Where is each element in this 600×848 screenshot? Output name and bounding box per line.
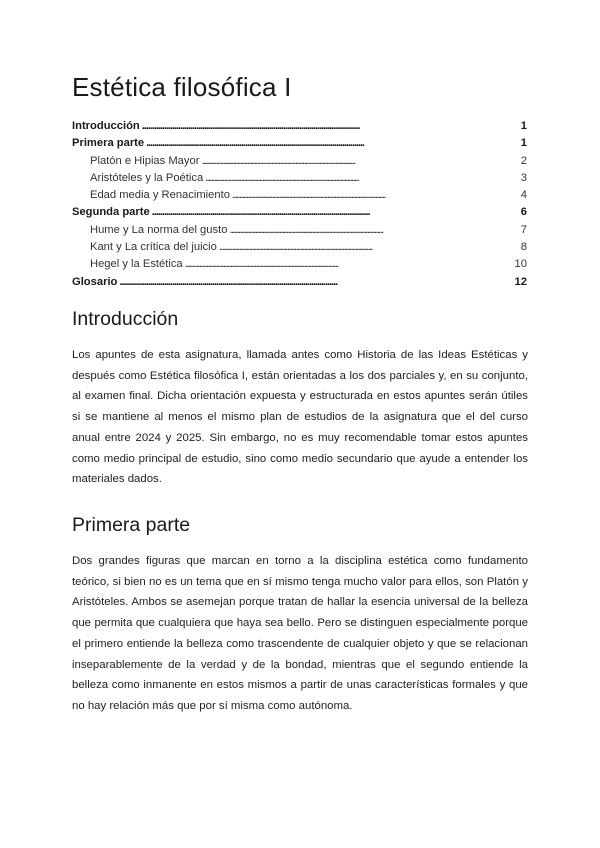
toc-entry-label: Glosario [72, 275, 118, 288]
toc-entry[interactable] [72, 241, 527, 258]
toc-entry-label: Segunda parte [72, 206, 150, 219]
toc-entry[interactable] [72, 120, 527, 137]
toc-entry-page: 8 [520, 241, 527, 254]
toc-entry-label: Kant y La crítica del juicio [90, 241, 217, 254]
toc-entry-label: Edad media y Renacimiento [90, 189, 230, 202]
toc-entry-label: Hegel y la Estética [90, 258, 183, 271]
toc-entry-page: 2 [520, 154, 527, 167]
toc-leader-dots [201, 155, 515, 167]
toc-leader-dots [119, 276, 512, 288]
section-heading-primera-parte: Primera parte [72, 514, 191, 536]
toc-entry-label: Platón e Hipias Mayor [90, 154, 200, 167]
toc-leader-dots [152, 206, 515, 218]
toc-entry[interactable] [72, 224, 527, 241]
toc-entry[interactable] [72, 258, 527, 275]
toc-leader-dots [142, 120, 515, 132]
toc-leader-dots [229, 224, 515, 236]
toc-entry[interactable] [72, 276, 527, 293]
toc-entry-label: Introducción [72, 120, 140, 132]
toc-entry[interactable] [72, 206, 527, 223]
toc-entry-page: 3 [520, 171, 527, 184]
toc-entry-page: 1 [520, 137, 527, 150]
document-title: Estética filosófica I [72, 72, 292, 102]
toc-entry[interactable] [72, 172, 527, 189]
toc-entry[interactable] [72, 137, 527, 154]
table-of-contents [72, 120, 527, 293]
section-heading-introduction: Introducción [72, 308, 179, 330]
toc-entry-page: 7 [520, 223, 527, 236]
toc-entry-label: Primera parte [72, 137, 145, 150]
toc-leader-dots [219, 241, 515, 253]
toc-leader-dots [146, 137, 515, 149]
toc-leader-dots [185, 258, 513, 270]
toc-entry-label: Hume y La norma del gusto [90, 223, 228, 236]
toc-leader-dots [232, 189, 515, 201]
toc-leader-dots [205, 172, 515, 184]
toc-entry-label: Aristóteles y la Poética [90, 171, 204, 184]
toc-entry[interactable] [72, 155, 527, 172]
toc-entry-page: 6 [520, 206, 527, 219]
toc-entry-page: 10 [514, 258, 527, 271]
toc-entry-page: 12 [514, 275, 527, 288]
toc-entry-page: 1 [520, 120, 527, 132]
paragraph-introduction: Los apuntes de esta asignatura, llamada antes como Historia de las Ideas Estéticas y después como Estética filosófica I, están orientadas a los dos parciales y, en su conjunto, al examen final. Dicha orientación expuesta y estructurada en estos apuntes serán útiles si se mantiene al menos el mismo plan de estudios de la asignatura que el del curso anual entre 2024 y 2025. Sin embargo, no es muy recomendable tomar estos apuntes como medio principal de estudio, sino como medio secundario que ayude a entender los materiales dados. [72, 349, 528, 486]
toc-entry-page: 4 [520, 189, 527, 202]
toc-entry[interactable] [72, 189, 527, 206]
paragraph-primera-parte: Dos grandes figuras que marcan en torno a la disciplina estética como fundamento teórico, si bien no es un tema que en sí mismo tenga mucho valor para ellos, son Platón y Aristóteles. Ambos se asemejan porque tratan de hallar la esencia universal de la belleza que permita que cualquiera que haya sea bello. Pero se distinguen especialmente porque el primero entiende la belleza como trascendente de cualquier objeto y que se relacionan inseparablemente de la verdad y de la bondad, mientras que el segundo entiende la belleza como inmanente en estos mismos a partir de unas características formales y que no hay relación más que por sí misma como autónoma. [72, 555, 528, 712]
